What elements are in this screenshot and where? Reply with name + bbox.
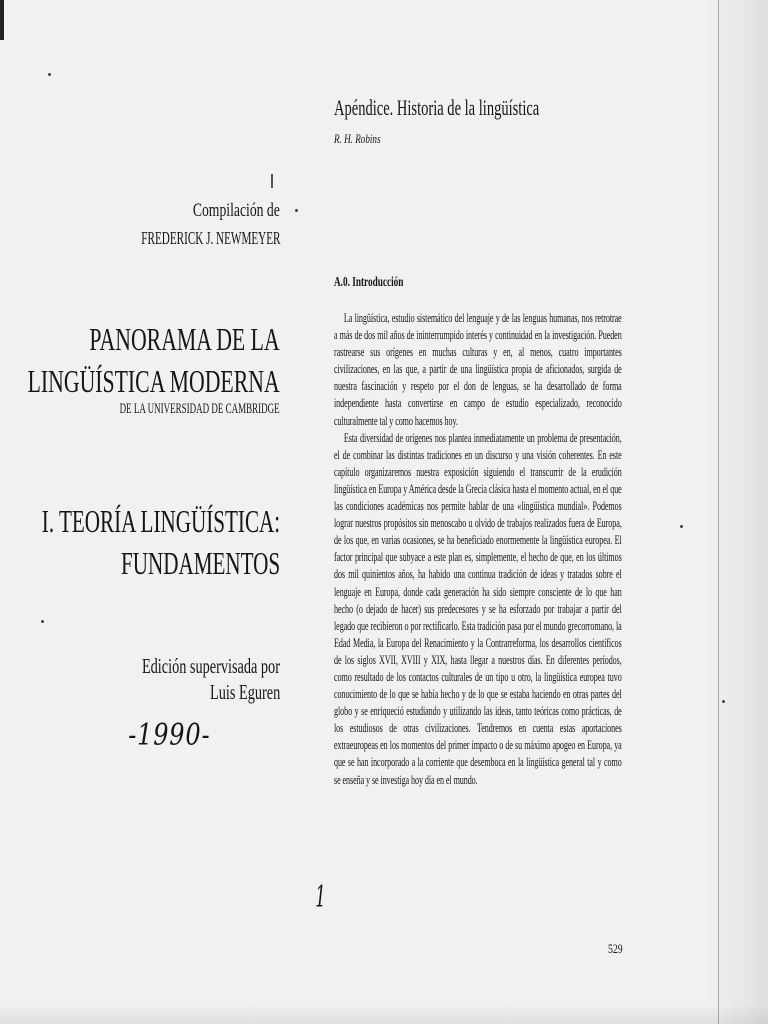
edition-editor: Luis Eguren [209, 680, 280, 704]
compiled-label: Compilación de [192, 200, 280, 221]
article-body [334, 309, 622, 788]
edition-label: Edición supervisada por [141, 654, 280, 678]
left-page-title-area [27, 0, 280, 1024]
page-fold-line [718, 0, 719, 1024]
volume-title [42, 500, 280, 584]
speck [48, 73, 51, 76]
book-main-title-line2: LINGÜÍSTICA MODERNA [27, 363, 280, 399]
editor-name: FREDERICK J. NEWMEYER [140, 228, 280, 248]
book-main-title [28, 318, 280, 402]
body-paragraph-2: Esta diversidad de orígenes nos plantea inmediatamente un problema de presentación, el de combinar las distintas tradiciones en un discurso y una visión coherentes. En este capítulo organizaremos nuestra exposición siguiendo el transcurrir de la erudición lingüística en Europa y América desde la Grecia clásica hasta el momento actual, en el que las condiciones académicas nos permite hablar de una «lingüística mundial». Podemos lograr nuestros propósitos sin menoscabo u olvido de trabajos realizados fuera de Europa, de los que, en varias ocasiones, se ha beneficiado enormemente la lingüística europea. El factor principal que subyace a este plan es, simplemente, el hecho de que, en los últimos dos mil quinientos años, ha habido una continua tradición de ideas y tratados sobre el lenguaje en Europa, donde cada generación ha sido siempre consciente de lo que han hecho (o dejado de hacer) sus predecesores y se ha esforzado por trabajar a partir del legado que recibieron o por rectificarlo. Esta tradición pasa por el mundo grecorromano, la Edad Media, la Europa del Renacimiento y la Contrarreforma, los desarrollos científicos de los siglos XVII, XVIII y XIX, hasta llegar a nuestros días. En diferentes períodos, como resultado de los contactos culturales de un tipo u otro, la lingüística europea tuvo conocimiento de lo que se había hecho y de lo que se estaba haciendo en otras partes del globo y se enriqueció estudiando y utilizando las ideas, tanto teóricas como prácticas, de los estudiosos de otras civilizaciones. Tendremos en cuenta estas aportaciones extraeuropeas en los momentos del primer impacto o de su máximo apogeo en Europa, ya que se han incorporado a la corriente que desemboca en la lingüística general tal y como se enseña y se investiga hoy día en el mundo. [334, 429, 622, 787]
speck [41, 620, 44, 623]
body-paragraph-1: La lingüística, estudio sistemático del lenguaje y de las lenguas humanas, nos retrotrae a más de dos mil años de ininterrumpido interés y continuidad en la investigación. Pueden rastrearse sus orígenes en muchas culturas y en, al menos, cuatro importantes civilizaciones, en las que, a partir de una lingüística propia de aficionados, surgida de nuestra fascinación y respeto por el don de lenguas, se ha desarrollado de forma independiente hasta convertirse en campo de estudio especializado, reconocido culturalmente tal y como hacemos hoy. [334, 310, 622, 428]
scan-edge-left [0, 0, 4, 40]
speck [295, 209, 298, 212]
book-subtitle: DE LA UNIVERSIDAD DE CAMBRIDGE [119, 401, 280, 417]
page-number: 529 [608, 941, 623, 956]
scan-shadow-right [708, 0, 768, 1024]
book-main-title-line1: PANORAMA DE LA [89, 321, 280, 357]
appendix-author: R. H. Robins [334, 131, 381, 146]
handwritten-year: -1990- [128, 718, 211, 753]
appendix-title: Apéndice. Historia de la lingüística [334, 95, 540, 120]
speck [722, 700, 725, 703]
volume-title-line1: I. TEORÍA LINGÜÍSTICA: [41, 503, 280, 539]
speck [680, 525, 683, 528]
right-page-article [334, 0, 622, 1024]
section-heading: A.0. Introducción [334, 275, 404, 290]
volume-title-line2: FUNDAMENTOS [120, 545, 280, 581]
handwritten-margin-mark: 1 [315, 880, 326, 915]
pencil-mark [271, 174, 273, 188]
